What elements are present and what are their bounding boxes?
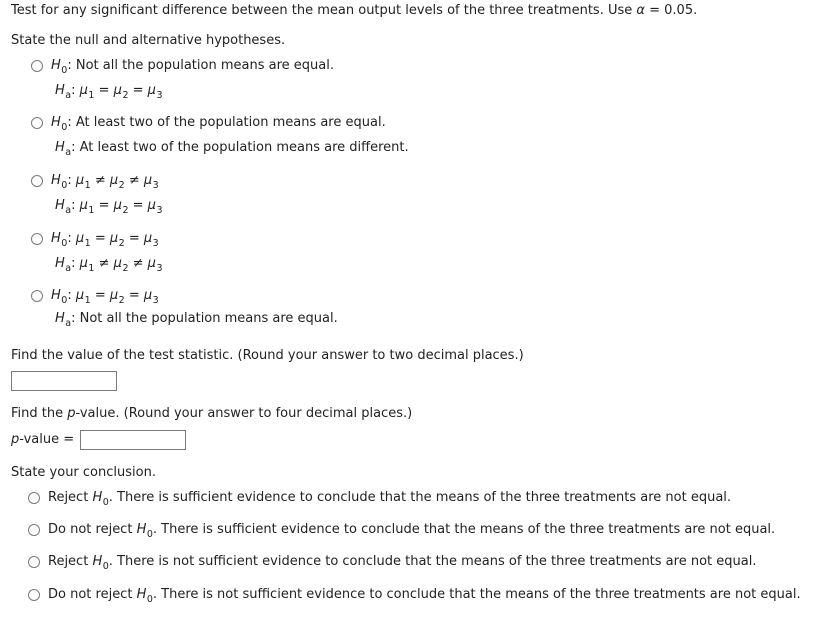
ha-symbol: H [55,83,65,98]
hypothesis-option-5-h0 [51,288,159,305]
equals-sign: = [94,288,106,303]
conclusion-option-3-radio[interactable] [28,556,40,568]
mu-symbol: μ [109,231,119,246]
hypothesis-option-2-radio[interactable] [31,117,43,129]
ha-text: : [71,83,76,98]
hypothesis-option-1-ha [55,83,163,100]
equals-sign: = [132,83,144,98]
hypothesis-option-4-radio[interactable] [31,233,43,245]
hypothesis-option-3-radio[interactable] [31,175,43,187]
mu-subscript: 2 [122,263,129,274]
test-statistic-label: Find the value of the test statistic. (Round your answer to two decimal places.) [11,348,524,363]
hypothesis-option-2-h0 [51,115,386,132]
conclusion-label: State your conclusion. [11,465,156,480]
h0-subscript: 0 [61,238,68,249]
p-value-field-text: -value = [19,432,75,447]
equals-sign: = [98,198,110,213]
h0-symbol: H [51,173,61,188]
conclusion-option-4-text [48,587,801,604]
h0-subscript: 0 [146,594,153,605]
mu-symbol: μ [113,83,122,98]
equals-sign: = [128,288,140,303]
mu-subscript: 3 [156,263,163,274]
h0-symbol: H [51,115,61,130]
mu-symbol: μ [79,83,88,98]
mu-subscript: 2 [122,90,129,101]
mu-subscript: 2 [118,238,125,249]
mu-subscript: 3 [152,180,159,191]
prompt-text: Test for any significant difference between the mean output levels of the three treatments. Use [11,3,633,18]
mu-symbol: μ [147,83,156,98]
conclusion-action: Reject [48,490,89,505]
question-prompt [11,3,697,19]
ha-subscript: a [65,90,72,101]
hypothesis-option-4-ha [55,256,163,273]
h0-symbol: H [51,231,61,246]
hypothesis-option-3-ha [55,198,163,215]
ha-text: : Not all the population means are equal. [71,311,338,326]
mu-symbol: μ [143,173,153,188]
alpha-symbol: α [636,3,645,18]
h0-subscript: 0 [102,561,109,572]
ha-symbol: H [55,198,65,213]
mu-symbol: μ [147,256,156,271]
conclusion-statement: . There is sufficient evidence to conclude that the means of the three treatments are not equal. [152,522,776,537]
hypothesis-option-5-ha [55,311,338,328]
h0-expression [75,288,159,306]
mu-subscript: 3 [152,295,159,306]
mu-subscript: 1 [84,180,91,191]
h0-subscript: 0 [61,122,68,133]
hypothesis-option-4-h0 [51,231,159,248]
h0-subscript: 0 [102,497,109,508]
mu-symbol: μ [109,288,119,303]
mu-symbol: μ [143,231,153,246]
p-value-field-p: p [11,432,20,447]
h0-subscript: 0 [61,295,68,306]
equals-sign: = [94,231,106,246]
hypothesis-option-1-h0 [51,58,334,75]
p-value-label-post: -value. (Round your answer to four decimal places.) [75,406,413,421]
mu-subscript: 2 [118,295,125,306]
h0-subscript: 0 [61,65,68,76]
h0-subscript: 0 [146,529,153,540]
ha-symbol: H [55,140,65,155]
mu-symbol: μ [75,288,85,303]
mu-subscript: 1 [88,90,95,101]
ha-symbol: H [55,256,65,271]
ha-text: : [71,256,76,271]
p-value-label-p: p [67,406,76,421]
p-value-field-label [11,432,74,448]
conclusion-statement: . There is sufficient evidence to conclude that the means of the three treatments are not equal. [108,490,732,505]
h0-text: : Not all the population means are equal. [67,58,334,73]
equals-sign: = [128,231,140,246]
h0-symbol: H [92,490,103,505]
h0-symbol: H [51,58,61,73]
ha-subscript: a [65,205,72,216]
ha-symbol: H [55,311,65,326]
conclusion-option-4-radio[interactable] [28,589,40,601]
alpha-value: = 0.05. [649,3,698,18]
conclusion-option-2-text [48,522,775,539]
equals-sign: = [132,198,144,213]
conclusion-option-1-radio[interactable] [28,492,40,504]
mu-subscript: 1 [88,263,95,274]
conclusion-action: Reject [48,554,89,569]
ha-text: : [71,198,76,213]
conclusion-action: Do not reject [48,587,133,602]
h0-symbol: H [51,288,61,303]
mu-symbol: μ [143,288,153,303]
not-equal-sign: ≠ [98,256,110,271]
mu-subscript: 3 [152,238,159,249]
hypothesis-option-3-h0 [51,173,159,190]
hypothesis-option-5-radio[interactable] [31,290,43,302]
ha-expression [79,256,163,274]
h0-text: : [67,288,72,303]
conclusion-option-3-text [48,554,756,571]
conclusion-statement: . There is not sufficient evidence to conclude that the means of the three treatments are not equal. [152,587,801,602]
ha-subscript: a [65,147,72,158]
mu-symbol: μ [79,198,88,213]
h0-subscript: 0 [61,180,68,191]
ha-text: : At least two of the population means are different. [71,140,409,155]
h0-text: : [67,231,72,246]
h0-text: : At least two of the population means are equal. [67,115,386,130]
h0-symbol: H [92,554,103,569]
conclusion-statement: . There is not sufficient evidence to conclude that the means of the three treatments are not equal. [108,554,757,569]
ha-subscript: a [65,318,72,329]
equals-sign: = [98,83,110,98]
mu-subscript: 3 [156,90,163,101]
conclusion-action: Do not reject [48,522,133,537]
mu-subscript: 1 [88,205,95,216]
mu-symbol: μ [147,198,156,213]
mu-symbol: μ [79,256,88,271]
mu-symbol: μ [113,198,122,213]
mu-subscript: 2 [118,180,125,191]
ha-subscript: a [65,263,72,274]
h0-text: : [67,173,72,188]
mu-symbol: μ [75,173,85,188]
test-statistic-input[interactable] [11,371,117,391]
mu-symbol: μ [113,256,122,271]
mu-subscript: 1 [84,295,91,306]
mu-symbol: μ [75,231,85,246]
ha-expression [79,83,163,101]
not-equal-sign: ≠ [94,173,106,188]
p-value-label-pre: Find the [11,406,64,421]
mu-subscript: 2 [122,205,129,216]
not-equal-sign: ≠ [132,256,144,271]
h0-symbol: H [136,587,147,602]
conclusion-option-2-radio[interactable] [28,524,40,536]
ha-expression [79,198,163,216]
hypothesis-option-2-ha [55,140,409,157]
mu-subscript: 3 [156,205,163,216]
h0-expression [75,231,159,249]
hypotheses-label: State the null and alternative hypotheses. [11,33,286,48]
p-value-input[interactable] [80,430,186,450]
h0-expression [75,173,159,191]
mu-symbol: μ [109,173,119,188]
not-equal-sign: ≠ [128,173,140,188]
hypothesis-option-1-radio[interactable] [31,60,43,72]
mu-subscript: 1 [84,238,91,249]
h0-symbol: H [136,522,147,537]
conclusion-option-1-text [48,490,731,507]
p-value-label [11,406,412,422]
